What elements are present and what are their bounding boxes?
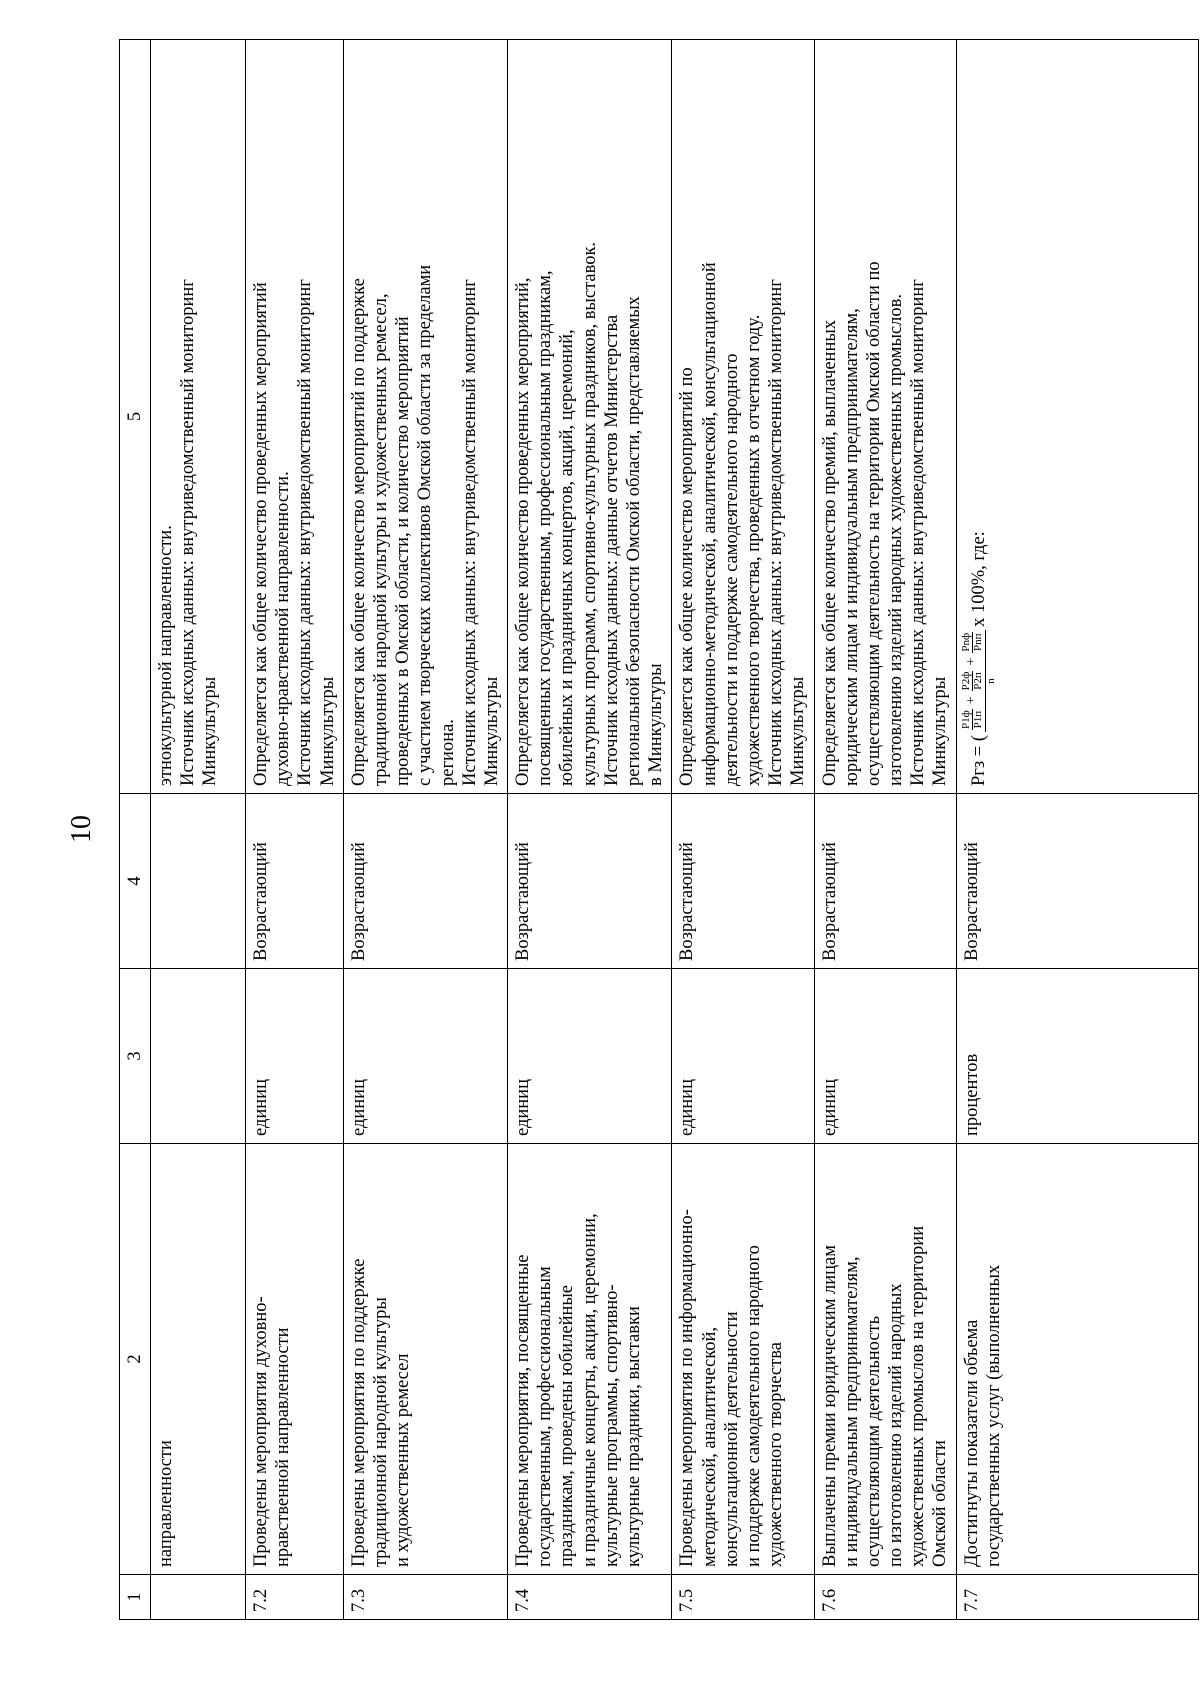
trend-direction: Возрастающий — [343, 794, 507, 969]
formula-term — [961, 671, 985, 692]
calculation-method-line: Источник исходных данных: внутриведомственный мониторинг — [908, 279, 929, 786]
term-denominator: Рnп — [972, 633, 985, 652]
indicator-name-line: и поддержке самодеятельного народного — [743, 1245, 764, 1567]
calculation-method-line: информационно-методической, аналитической, консультационной — [699, 262, 720, 786]
calculation-method — [151, 40, 246, 794]
header-cell-1: 1 — [120, 1575, 151, 1620]
calculation-method-line: художественного творчества, проведенных в отчетном году. — [743, 314, 764, 786]
indicator-name-line: государственным, профессиональным — [535, 1266, 556, 1567]
unit-of-measure: единиц — [508, 969, 672, 1144]
indicator-name — [151, 1144, 246, 1575]
indicator-name-line: художественных промыслов на территории — [908, 1225, 929, 1567]
formula-term — [961, 632, 985, 653]
indicator-name-line: Проведены мероприятия духовно- — [251, 1296, 271, 1567]
trend-direction: Возрастающий — [672, 794, 814, 969]
calculation-method-line: Определяется как общее количество проведенных мероприятий, — [513, 277, 534, 786]
calculation-method-line: посвященных государственным, профессиональным праздникам, — [535, 270, 556, 786]
table-row — [508, 40, 672, 1620]
calculation-method-line: осуществляющим деятельность на территории Омской области по — [863, 261, 884, 786]
calculation-method — [814, 40, 956, 794]
table-row — [814, 40, 956, 1620]
header-cell-2: 2 — [120, 1144, 151, 1575]
calculation-method-line: Определяется как общее количество мероприятий по поддержке — [348, 278, 369, 786]
indicator-name — [956, 1144, 1198, 1575]
calculation-method-line: региона. — [437, 719, 458, 786]
calculation-method-line: с участием творческих коллективов Омской области за пределами — [415, 264, 436, 786]
indicator-name-line: Проведены мероприятия, посвященные — [513, 1254, 534, 1567]
calculation-method-line: Источник исходных данных: внутриведомственный мониторинг — [295, 279, 316, 786]
calculation-method-line: культурных программ, спортивно-культурных праздников, выставок. — [579, 241, 600, 786]
formula-numerator — [961, 630, 986, 732]
indicator-name-line: и индивидуальным предпринимателям, — [841, 1256, 862, 1567]
indicators-table — [119, 39, 1199, 1620]
calculation-method-line: юридическим лицам и индивидуальным предпринимателям, — [841, 308, 862, 786]
trend-direction: Возрастающий — [508, 794, 672, 969]
term-denominator: Р2п — [972, 672, 985, 690]
calculation-method-line: Минкультуры — [481, 676, 502, 786]
header-cell-3: 3 — [120, 969, 151, 1144]
unit-of-measure — [151, 969, 246, 1144]
formula-plus: + — [964, 696, 980, 705]
indicator-name-line: Выплачены премии юридическим лицам — [819, 1245, 840, 1567]
indicator-name-line: нравственной направленности — [273, 1327, 294, 1567]
calculation-method-line: изготовлению изделий народных художественных промыслов. — [886, 294, 907, 786]
formula-fraction — [961, 630, 998, 732]
indicator-name-line: Проведены мероприятия по поддержке — [348, 1258, 369, 1567]
unit-of-measure: процентов — [956, 969, 1198, 1144]
header-cell-4: 4 — [120, 794, 151, 969]
indicator-name — [246, 1144, 344, 1575]
row-number: 7.6 — [814, 1575, 956, 1620]
row-number: 7.4 — [508, 1575, 672, 1620]
calculation-method — [246, 40, 344, 794]
row-number — [151, 1575, 246, 1620]
row-number: 7.7 — [956, 1575, 1198, 1620]
unit-of-measure: единиц — [672, 969, 814, 1144]
calculation-method-line: юбилейных и праздничных концертов, акций, церемоний, — [557, 329, 578, 786]
term-numerator: Р2ф — [959, 671, 972, 691]
trend-direction — [151, 794, 246, 969]
table-row — [151, 40, 246, 1620]
indicator-name-line: культурные программы, спортивно- — [601, 1284, 622, 1567]
indicator-name-line: традиционной народной культуры — [370, 1297, 391, 1567]
indicator-name-line: Омской области — [930, 1440, 951, 1567]
term-denominator: Р1п — [972, 710, 985, 729]
table-row — [956, 40, 1198, 1620]
formula-plus: + — [964, 657, 980, 666]
calculation-method-line: Определяется как общее количество проведенных мероприятий — [251, 282, 271, 786]
trend-direction: Возрастающий — [814, 794, 956, 969]
calculation-method — [956, 40, 1198, 794]
calculation-method-line: Минкультуры — [317, 676, 338, 786]
calculation-method-line: Источник исходных данных: внутриведомственный мониторинг — [766, 279, 787, 786]
calculation-method-line: региональной безопасности Омской области, представляемых — [624, 296, 644, 786]
indicator-name-line: по изготовлению изделий народных — [886, 1283, 907, 1567]
formula — [961, 47, 998, 786]
row-number: 7.2 — [246, 1575, 344, 1620]
calculation-method-line: Минкультуры — [930, 676, 951, 786]
indicator-name-line: праздникам, проведены юбилейные — [557, 1284, 578, 1567]
calculation-method-line: Источник исходных данных: внутриведомственный мониторинг — [178, 279, 199, 786]
calculation-method-line: в Минкультуры — [646, 663, 667, 786]
unit-of-measure: единиц — [246, 969, 344, 1144]
indicator-name-line: культурные праздники, выставки — [624, 1306, 644, 1567]
row-number: 7.5 — [672, 1575, 814, 1620]
indicator-name-line: направленности — [156, 1440, 176, 1567]
calculation-method — [672, 40, 814, 794]
page-number: 10 — [66, 815, 97, 843]
formula-tail: х 100%, где: — [968, 531, 989, 627]
trend-direction: Возрастающий — [246, 794, 344, 969]
calculation-method-line: деятельности и поддержке самодеятельного народного — [721, 353, 742, 786]
calculation-method — [508, 40, 672, 794]
header-cell-5: 5 — [120, 40, 151, 794]
row-number: 7.3 — [343, 1575, 507, 1620]
calculation-method-line: проведенных в Омской области, и количество мероприятий — [393, 316, 414, 786]
indicator-name-line: и праздничные концерты, акции, церемонии, — [579, 1213, 600, 1567]
indicator-name — [508, 1144, 672, 1575]
calculation-method-line: Определяется как общее количество мероприятий по — [677, 367, 698, 786]
term-numerator: Р1ф — [959, 710, 972, 729]
indicator-name-line: Проведены мероприятия по информационно- — [677, 1209, 698, 1567]
table-row — [672, 40, 814, 1620]
rotated-table-sheet — [119, 40, 1199, 1620]
calculation-method-line: Минкультуры — [200, 676, 221, 786]
formula-divisor: n — [984, 678, 997, 684]
formula-lhs: Ргз = ( — [968, 734, 989, 786]
indicator-name — [672, 1144, 814, 1575]
indicator-name — [814, 1144, 956, 1575]
indicator-name-line: художественного творчества — [766, 1342, 787, 1567]
indicator-name-line: Достигнуты показатели объема — [961, 1319, 982, 1567]
table-row — [246, 40, 344, 1620]
calculation-method-line: Минкультуры — [788, 676, 809, 786]
trend-direction: Возрастающий — [956, 794, 1198, 969]
calculation-method-line: Определяется как общее количество премий, выплаченных — [819, 319, 840, 786]
calculation-method-line: Источник исходных данных: внутриведомственный мониторинг — [459, 279, 480, 786]
calculation-method-line: этнокультурной направленности. — [156, 525, 176, 786]
calculation-method-line: Источник исходных данных: данные отчетов Министерства — [601, 314, 622, 786]
header-row — [120, 40, 151, 1620]
calculation-method-line: традиционной народной культуры и художественных ремесел, — [370, 293, 391, 786]
indicator-name-line: и художественных ремесел — [393, 1353, 414, 1567]
calculation-method — [343, 40, 507, 794]
calculation-method-line: духовно-нравственной направленности. — [273, 471, 294, 786]
term-numerator: Рnф — [959, 632, 972, 652]
table-row — [343, 40, 507, 1620]
indicator-name-line: консультационной деятельности — [721, 1311, 742, 1567]
indicator-name — [343, 1144, 507, 1575]
formula-term — [961, 709, 985, 730]
unit-of-measure: единиц — [814, 969, 956, 1144]
indicator-name-line: методической, аналитической, — [699, 1326, 720, 1567]
indicator-name-line: осуществляющим деятельность — [863, 1315, 884, 1567]
unit-of-measure: единиц — [343, 969, 507, 1144]
indicator-name-line: государственных услуг (выполненных — [983, 1264, 1004, 1567]
